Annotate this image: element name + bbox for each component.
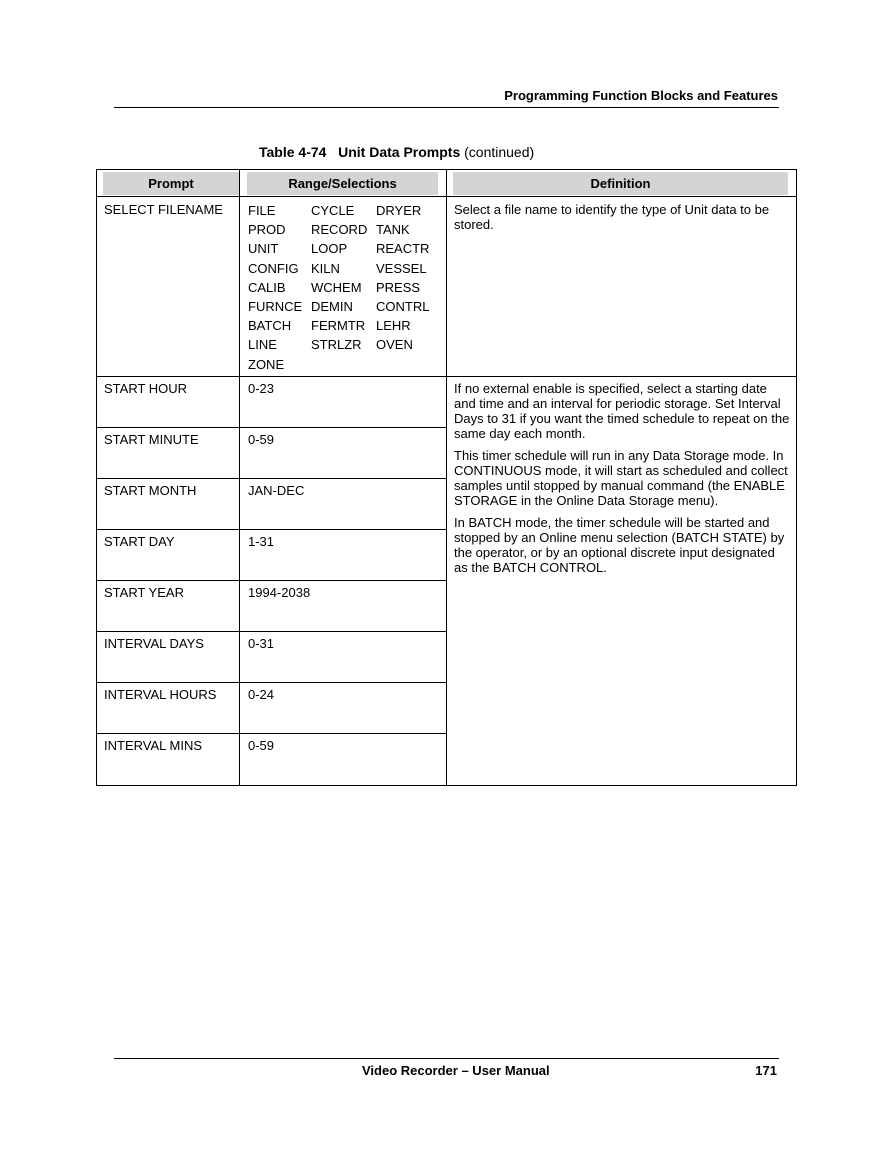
definition-paragraph: This timer schedule will run in any Data Storage mode. In CONTINUOUS mode, it will start as scheduled and collect samples until stopped by manual command (the ENABLE STORAGE in the Online Data Storage menu). [454, 448, 788, 508]
header-range: Range/Selections [247, 172, 438, 195]
prompt-interval-mins: INTERVAL MINS [104, 738, 203, 753]
range-start-month: JAN-DEC [248, 483, 305, 498]
definition-paragraph: If no external enable is specified, select a starting date and time and an interval for periodic storage. Set Interval Days to 31 if you want the timed schedule to repeat on the same day each month. [454, 381, 790, 441]
row-divider [96, 733, 447, 734]
row-divider [96, 478, 447, 479]
selections-col-2 [311, 201, 367, 355]
range-start-year: 1994-2038 [248, 585, 311, 600]
range-start-day: 1-31 [248, 534, 275, 549]
selection-item: TANK [376, 222, 410, 238]
selection-item: RECORD [311, 222, 368, 238]
header-rule-bottom [96, 196, 796, 197]
column-divider-1 [239, 169, 240, 785]
column-divider-2 [446, 169, 447, 785]
range-interval-hours: 0-24 [248, 687, 275, 702]
selections-col-1 [248, 201, 302, 374]
row-divider [96, 427, 447, 428]
definition-paragraph: In BATCH mode, the timer schedule will be started and stopped by an Online menu selection (BATCH STATE) by the operator, or by an optional discrete input designated as the BATCH CONTROL. [454, 515, 785, 575]
selection-item: UNIT [248, 241, 279, 257]
selection-item: FILE [248, 203, 276, 218]
table-name: Unit Data Prompts [338, 144, 461, 160]
selection-item: ZONE [248, 356, 285, 372]
definition-timer-schedule [454, 381, 790, 582]
row-divider [96, 682, 447, 683]
running-head: Programming Function Blocks and Features [504, 88, 778, 103]
selection-item: LOOP [311, 241, 348, 257]
footer-title: Video Recorder – User Manual [362, 1063, 550, 1078]
prompt-start-minute: START MINUTE [104, 432, 199, 447]
selection-item: PRESS [376, 279, 421, 295]
prompt-start-hour: START HOUR [104, 381, 188, 396]
prompt-select-filename: SELECT FILENAME [104, 202, 223, 217]
table-title [259, 144, 534, 160]
selection-item: DEMIN [311, 298, 353, 314]
range-interval-days: 0-31 [248, 636, 275, 651]
selection-item: REACTR [376, 241, 430, 257]
footer-rule [114, 1058, 779, 1059]
selection-item: WCHEM [311, 279, 362, 295]
selection-item: FERMTR [311, 318, 366, 334]
prompt-start-month: START MONTH [104, 483, 197, 498]
selection-item: LINE [248, 337, 277, 353]
prompt-interval-days: INTERVAL DAYS [104, 636, 204, 651]
page-number: 171 [755, 1063, 777, 1078]
prompt-interval-hours: INTERVAL HOURS [104, 687, 217, 702]
selection-item: OVEN [376, 337, 413, 353]
table-number: Table 4-74 [259, 144, 327, 160]
selection-item: DRYER [376, 203, 422, 218]
row-divider [96, 631, 447, 632]
row-divider [96, 580, 447, 581]
selection-item: PROD [248, 222, 286, 238]
header-prompt: Prompt [103, 172, 239, 195]
header-rule [114, 107, 779, 108]
definition-select-filename [454, 202, 789, 239]
range-interval-mins: 0-59 [248, 738, 275, 753]
selection-item: CONTRL [376, 298, 430, 314]
header-definition: Definition [453, 172, 788, 195]
selection-item: VESSEL [376, 260, 427, 276]
selection-item: FURNCE [248, 298, 303, 314]
selection-item: BATCH [248, 318, 292, 334]
selection-item: CONFIG [248, 260, 299, 276]
range-start-minute: 0-59 [248, 432, 275, 447]
selections-col-3 [376, 201, 429, 355]
unit-data-prompts-table [96, 169, 797, 786]
table-suffix: (continued) [464, 144, 535, 160]
row-divider [96, 529, 447, 530]
row-divider [96, 376, 796, 377]
prompt-start-day: START DAY [104, 534, 175, 549]
prompt-start-year: START YEAR [104, 585, 184, 600]
definition-text: Select a file name to identify the type of Unit data to be stored. [454, 202, 770, 232]
selection-item: CALIB [248, 279, 286, 295]
selection-item: STRLZR [311, 337, 362, 353]
selection-item: LEHR [376, 318, 411, 334]
selection-item: CYCLE [311, 203, 355, 218]
selection-item: KILN [311, 260, 340, 276]
range-start-hour: 0-23 [248, 381, 275, 396]
